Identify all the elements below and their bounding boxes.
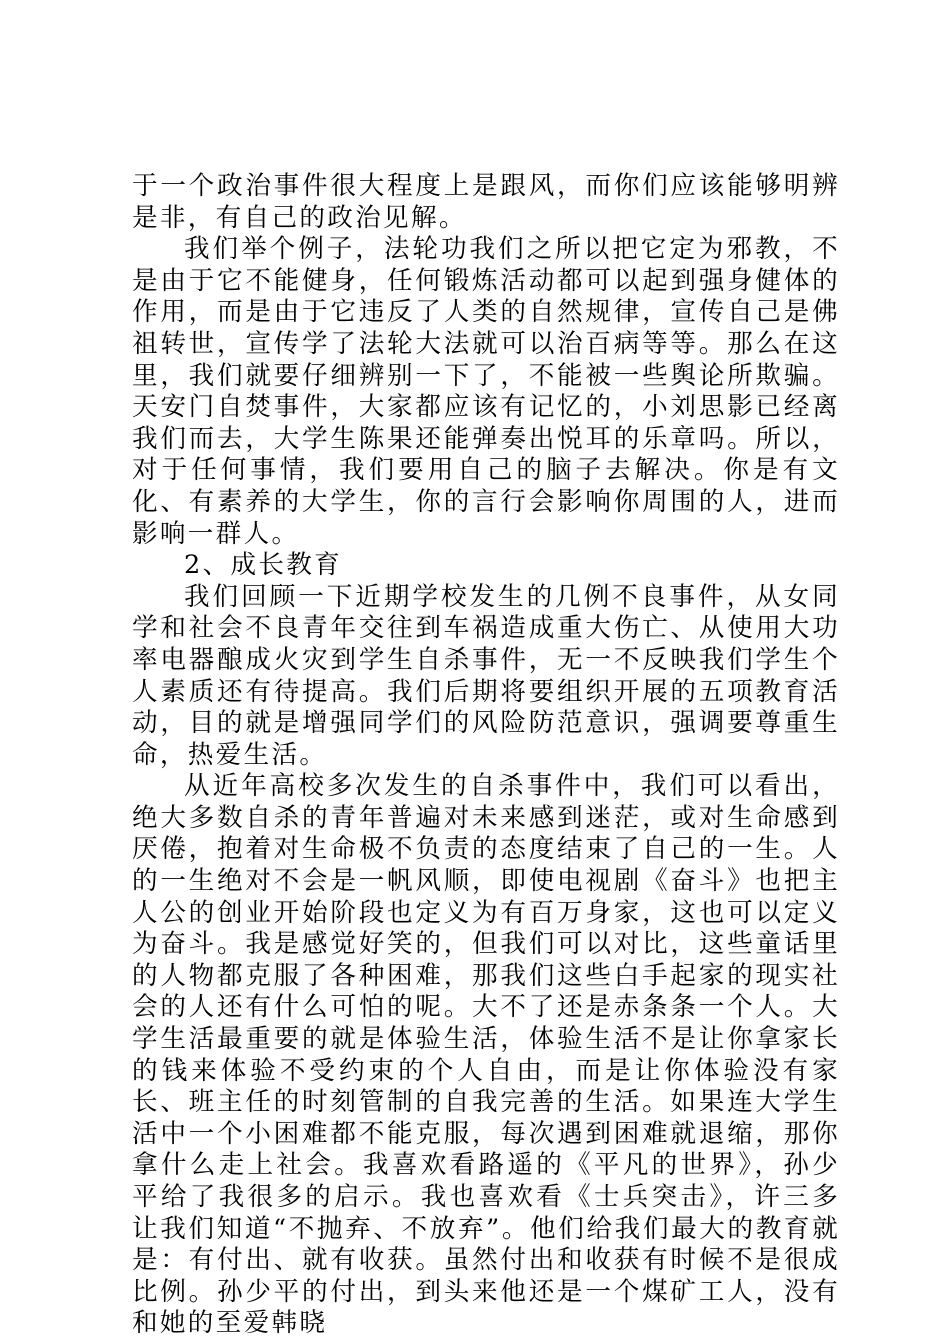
paragraph-suicide-reflection: 从近年高校多次发生的自杀事件中，我们可以看出，绝大多数自杀的青年普遍对未来感到迷茫，或对生命感到厌倦，抱着对生命极不负责的态度结束了自己的一生。人的一生绝对不会是一帆风顺，即使电视剧《奋斗》也把主人公的创业开始阶段也定义为有百万身家，这也可以定义为奋斗。我是感觉好笑的，但我们可以对比，这些童话里的人物都克服了各种困难，那我们这些白手起家的现实社会的人还有什么可怕的呢。大不了还是赤条条一个人。大学生活最重要的就是体验生活，体验生活不是让你拿家长的钱来体验不受约束的个人自由，而是让你体验没有家长、班主任的时刻管制的自我完善的生活。如果连大学生活中一个小困难都不能克服，每次遇到困难就退缩，那你拿什么走上社会。我喜欢看路遥的《平凡的世界》，孙少平给了我很多的启示。我也喜欢看《士兵突击》，许三多让我们知道“不抛弃、不放弃”。他们给我们最大的教育就是：有付出、就有收获。虽然付出和收获有时候不是很成比例。孙少平的付出，到头来他还是一个煤矿工人，没有和她的至爱韩晓 — [132, 771, 840, 1339]
document-page — [132, 171, 840, 1340]
paragraph-falun-example: 我们举个例子，法轮功我们之所以把它定为邪教，不是由于它不能健身，任何锻炼活动都可以起到强身健体的作用，而是由于它违反了人类的自然规律，宣传自己是佛祖转世，宣传学了法轮大法就可以治百病等等。那么在这里，我们就要仔细辨别一下了，不能被一些舆论所欺骗。天安门自焚事件，大家都应该有记忆的，小刘思影已经离我们而去，大学生陈果还能弹奏出悦耳的乐章吗。所以，对于任何事情，我们要用自己的脑子去解决。你是有文化、有素养的大学生，你的言行会影响你周围的人，进而影响一群人。 — [132, 234, 840, 549]
paragraph-recent-incidents: 我们回顾一下近期学校发生的几例不良事件，从女同学和社会不良青年交往到车祸造成重大伤亡、从使用大功率电器酿成火灾到学生自杀事件，无一不反映我们学生个人素质还有待提高。我们后期将要组织开展的五项教育活动，目的就是增强同学们的风险防范意识，强调要尊重生命，热爱生活。 — [132, 581, 840, 770]
section-heading-growth-education: 2、成长教育 — [184, 550, 343, 581]
paragraph-continuation: 于一个政治事件很大程度上是跟风，而你们应该能够明辨是非，有自己的政治见解。 — [132, 171, 840, 233]
